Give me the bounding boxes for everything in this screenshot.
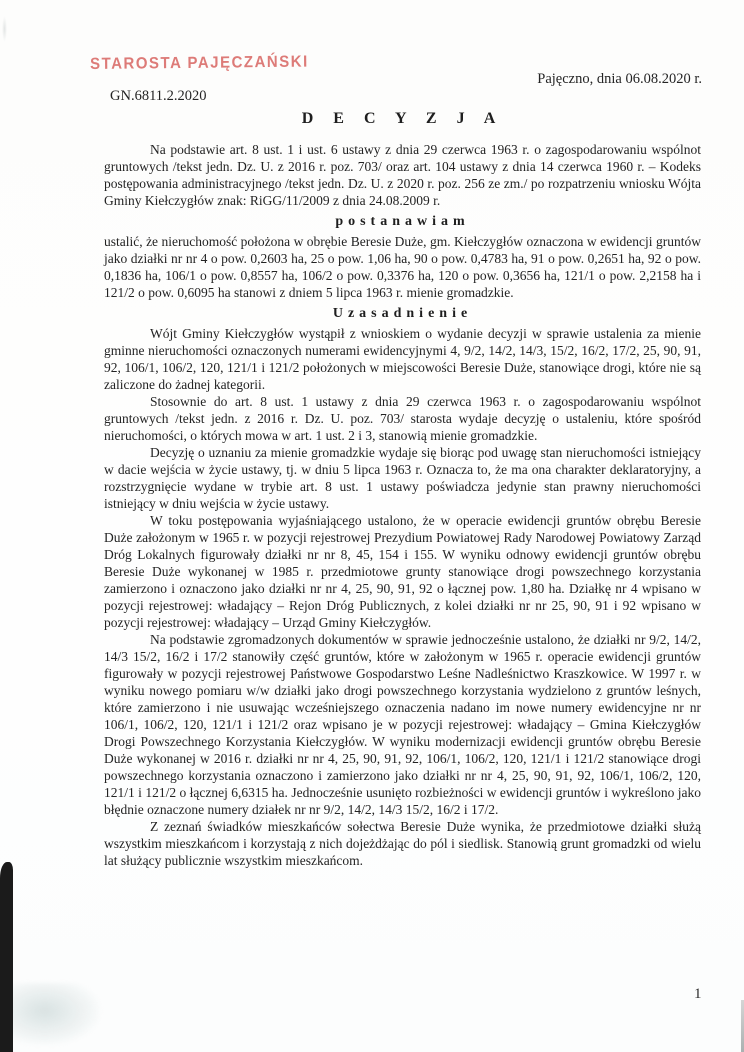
heading-postanawiam: postanawiam bbox=[335, 214, 470, 229]
paragraph-statute: Stosownie do art. 8 ust. 1 ustawy z dnia 29 czerwca 1963 r. o zagospodarowaniu wspólnot gruntowych /tekst jedn. z 2016 r. Dz. U. poz. 703/ starosta wydaje decyzję o ustaleniu, które spośród nieruchomości, o których mowa w art. 1 ust. 2 i 3, stanowią mienie gromadzkie. bbox=[104, 394, 701, 443]
paragraph-land-registry-history: W toku postępowania wyjaśniającego ustalono, że w operacie ewidencji gruntów obrębu Beresie Duże założonym w 1965 r. w pozycji rejestrowej Prezydium Powiatowej Rady Narodowej Powiatowy Zarząd Dróg Lokalnych figurowały działki nr nr 8, 45, 154 i 155. W wyniku odnowy ewidencji gruntów obrębu Beresie Duże wykonanej w 1985 r. przedmiotowe grunty stanowiące drogi powszechnego korzystania zamierzono i oznaczono jako działki nr nr 4, 25, 90, 91, 92 o łącznej pow. 1,80 ha. Działkę nr 4 wpisano w pozycji rejestrowej: władający – Rejon Dróg Publicznych, z kolei działki nr nr 25, 90, 91 i 92 wpisano w pozycji rejestrowej: władający – Urząd Gminy Kiełczygłów. bbox=[104, 513, 701, 630]
page-number: 1 bbox=[694, 986, 702, 1002]
paragraph-documents-findings: Na podstawie zgromadzonych dokumentów w sprawie jednocześnie ustalono, że działki nr 9/2, 14/2, 14/3 15/2, 16/2 i 17/2 stanowiły część gruntów, które w założonym w 1965 r. operacie ewidencji gruntów figurowały w pozycji rejestrowej Państwowe Gospodarstwo Leśne Nadleśnictwo Kraszkowice. W 1997 r. w wyniku nowego pomiaru w/w działki jako drogi powszechnego korzystania wydzielono z gruntów leśnych, które zamierzono i nie usuwając wcześniejszego oznaczenia nadano im nowe numery ewidencyjne nr nr 106/1, 106/2, 120, 121/1 i 121/2 oraz wpisano je w pozycji rejestrowej: władający – Gmina Kiełczygłów Drogi Powszechnego Korzystania Kiełczygłów. W wyniku modernizacji ewidencji gruntów obrębu Beresie Duże wykonanej w 2016 r. działki nr nr 4, 25, 90, 91, 92, 106/1, 106/2, 120, 121/1 i 121/2 stanowiące drogi powszechnego korzystania oznaczono i zamierzono jako działki nr nr 4, 25, 90, 91, 92, 106/1, 106/2, 120, 121/1 i 121/2 o łącznej 6,6315 ha. Jednocześnie usunięto rozbieżności w ewidencji gruntów i wykreślono jako błędnie oznaczone numery działek nr nr 9/2, 14/2, 14/3 15/2, 16/2 i 17/2. bbox=[104, 632, 701, 817]
heading-uzasadnienie: Uzasadnienie bbox=[332, 306, 473, 321]
reference-number: GN.6811.2.2020 bbox=[110, 88, 207, 104]
scan-artifact-top-left bbox=[2, 16, 7, 42]
office-stamp: STAROSTA PAJĘCZAŃSKI bbox=[90, 52, 309, 74]
paragraph-witness-testimony: Z zeznań świadków mieszkańców sołectwa Beresie Duże wynika, że przedmiotowe działki służą wszystkim mieszkańcom i korzystają z nich dojeżdżając do pól i siedlisk. Stanowią grunt gromadzki od wielu lat służący publicznie wszystkim mieszkańcom. bbox=[104, 819, 701, 868]
scan-artifact-smudge bbox=[8, 983, 100, 1045]
paragraph-application: Wójt Gminy Kiełczygłów wystąpił z wnioskiem o wydanie decyzji w sprawie ustalenia za mienie gminne nieruchomości oznaczonych numerami ewidencyjnymi 4, 9/2, 14/2, 14/3, 15/2, 16/2, 17/2, 25, 90, 91, 92, 106/1, 106/2, 120, 121/1 i 121/2 położonych w miejscowości Beresie Duże, stanowiące drogi, które nie są zaliczone do żadnej kategorii. bbox=[104, 326, 701, 392]
paragraph-ruling: ustalić, że nieruchomość położona w obrębie Beresie Duże, gm. Kiełczygłów oznaczona w ewidencji gruntów jako działki nr nr 4 o pow. 0,2603 ha, 25 o pow. 1,06 ha, 90 o pow. 0,4783 ha, 91 o pow. 0,2651 ha, 92 o pow. 0,1836 ha, 106/1 o pow. 0,8557 ha, 106/2 o pow. 0,3376 ha, 120 o pow. 0,3656 ha, 121/1 o pow. 2,2158 ha i 121/2 o pow. 0,6095 ha stanowi z dniem 5 lipca 1963 r. mienie gromadzkie. bbox=[104, 234, 701, 300]
date-line: Pajęczno, dnia 06.08.2020 r. bbox=[537, 71, 702, 87]
scan-artifact-left-bar bbox=[0, 862, 13, 1052]
document-title: D E C Y Z J A bbox=[301, 110, 504, 127]
document-body bbox=[104, 141, 701, 869]
paragraph-legal-basis: Na podstawie art. 8 ust. 1 i ust. 6 ustawy z dnia 29 czerwca 1963 r. o zagospodarowaniu wspólnot gruntowych /tekst jedn. Dz. U. z 2016 r. poz. 703/ oraz art. 104 ustawy z dnia 14 czerwca 1960 r. – Kodeks postępowania administracyjnego /tekst jedn. Dz. U. z 2020 r. poz. 256 ze zm./ po rozpatrzeniu wniosku Wójta Gminy Kiełczygłów znak: RiGG/11/2009 z dnia 24.08.2009 r. bbox=[104, 142, 701, 208]
paragraph-declaratory-nature: Decyzję o uznaniu za mienie gromadzkie wydaje się biorąc pod uwagę stan nieruchomości istniejący w dacie wejścia w życie ustawy, tj. w dniu 5 lipca 1963 r. Oznacza to, że ma ona charakter deklaratoryjny, a rozstrzygnięcie wydane w trybie art. 8 ust. 1 ustawy poświadcza jedynie stan prawny nieruchomości istniejący w dniu wejścia w życie ustawy. bbox=[104, 445, 701, 511]
